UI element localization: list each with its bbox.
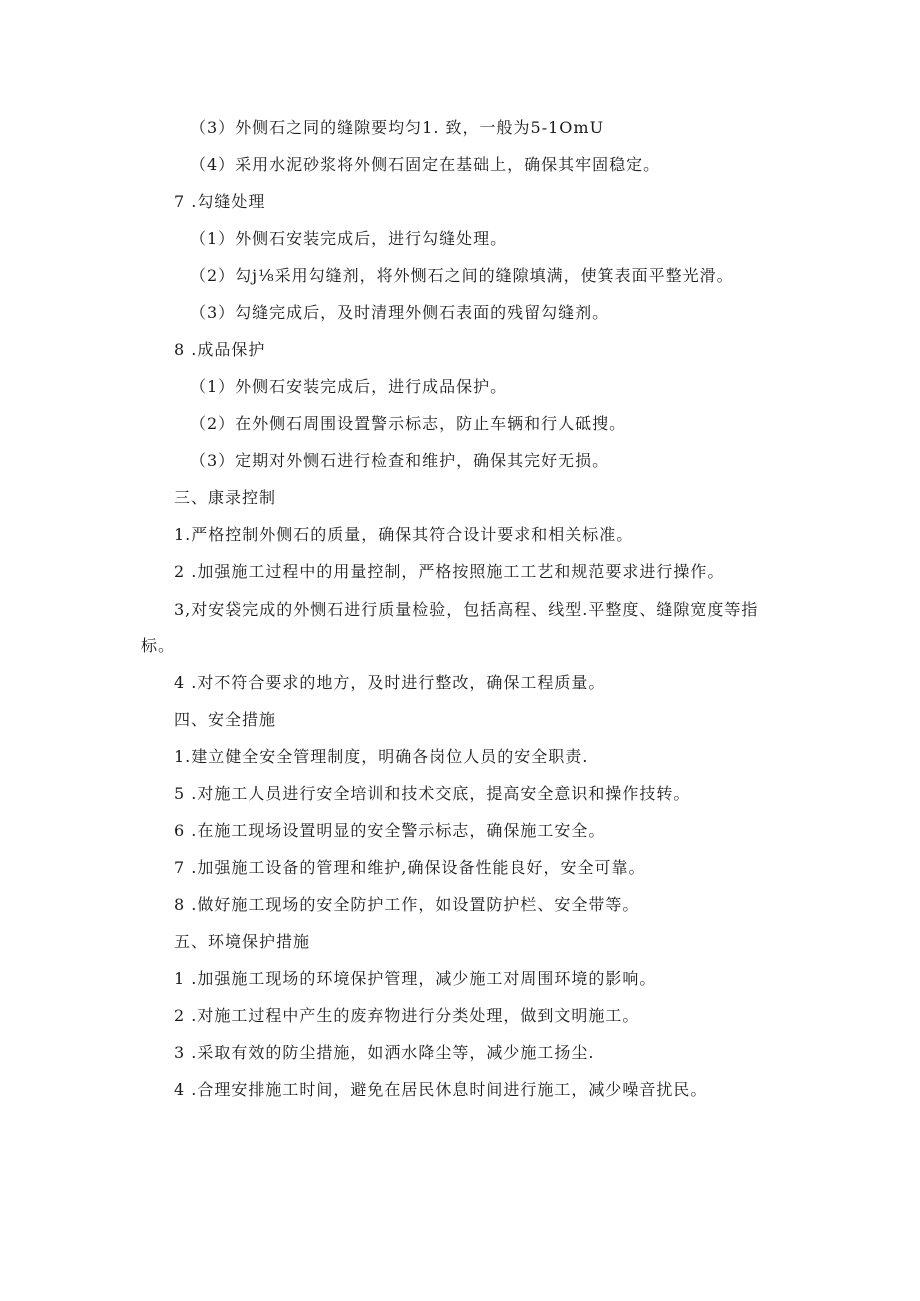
- paragraph-line: （3）定期对外恻石进行检查和维护，确保其完好无损。: [190, 451, 610, 470]
- paragraph-line: （3）外侧石之同的缝隙要均匀1. 致，一般为5-1OmU: [190, 118, 605, 137]
- paragraph-line: （1）外侧石安装完成后，进行勾缝处理。: [190, 229, 508, 248]
- paragraph-line: 8 .做好施工现场的安全防护工作，如设置防护栏、安全带等。: [174, 895, 640, 914]
- paragraph-line: 6 .在施工现场设置明显的安全警示标志，确保施工安全。: [174, 821, 606, 840]
- chapter-heading: 四、安全措施: [174, 710, 277, 729]
- paragraph-line: 4 .对不符合要求的地方，及时进行整改，确保工程质量。: [174, 673, 606, 692]
- paragraph-line: （4）采用水泥砂浆将外侧石固定在基础上，确保其牢固稳定。: [190, 155, 661, 174]
- paragraph-line: （2）勾j⅛采用勾缝剂，将外恻石之间的缝隙填满，使箕表面平整光滑。: [190, 266, 734, 285]
- paragraph-line: （2）在外侧石周围设置警示标志，防止车辆和行人砥搜。: [190, 414, 627, 433]
- section-heading: 7 .勾缝处理: [174, 192, 266, 211]
- paragraph-line: 7 .加强施工设备的管理和维护,确保设备性能良好，安全可靠。: [174, 858, 646, 877]
- paragraph-wrapped: 3,对安袋完成的外恻石进行质量检验，包括高程、线型.平整度、缝隙宽度等指标。: [141, 600, 759, 655]
- paragraph-line: 5 .对施工人员进行安全培训和技术交底，提高安全意识和操作技转。: [174, 784, 691, 803]
- paragraph-line: 1 .加强施工现场的环境保护管理，减少施工对周围环境的影响。: [174, 969, 657, 988]
- paragraph-line: 1.严格控制外侧石的质量，确保其符合设计要求和相关标准。: [174, 525, 634, 544]
- paragraph-line: 1.建立健全安全管理制度，明确各岗位人员的安全职责.: [174, 747, 589, 766]
- chapter-heading: 三、康录控制: [174, 488, 277, 507]
- paragraph-line: 3 .采取有效的防尘措施，如洒水降尘等，减少施工扬尘.: [174, 1043, 595, 1062]
- paragraph-line: （1）外侧石安装完成后，进行成品保护。: [190, 377, 508, 396]
- paragraph-line: 2 .加强施工过程中的用量控制，严格按照施工工艺和规范要求进行操作。: [174, 562, 725, 581]
- paragraph-line: 4 .合理安排施工时间，避免在居民休息时间进行施工，减少噪音扰民。: [174, 1080, 708, 1099]
- chapter-heading: 五、环境保护措施: [174, 932, 311, 951]
- paragraph-line: （3）勾缝完成后，及时清理外侧石表面的残留勾缝剂。: [190, 303, 610, 322]
- section-heading: 8 .成品保护: [174, 340, 266, 359]
- paragraph-line: 2 .对施工过程中产生的废弃物进行分类处理，做到文明施工。: [174, 1006, 640, 1025]
